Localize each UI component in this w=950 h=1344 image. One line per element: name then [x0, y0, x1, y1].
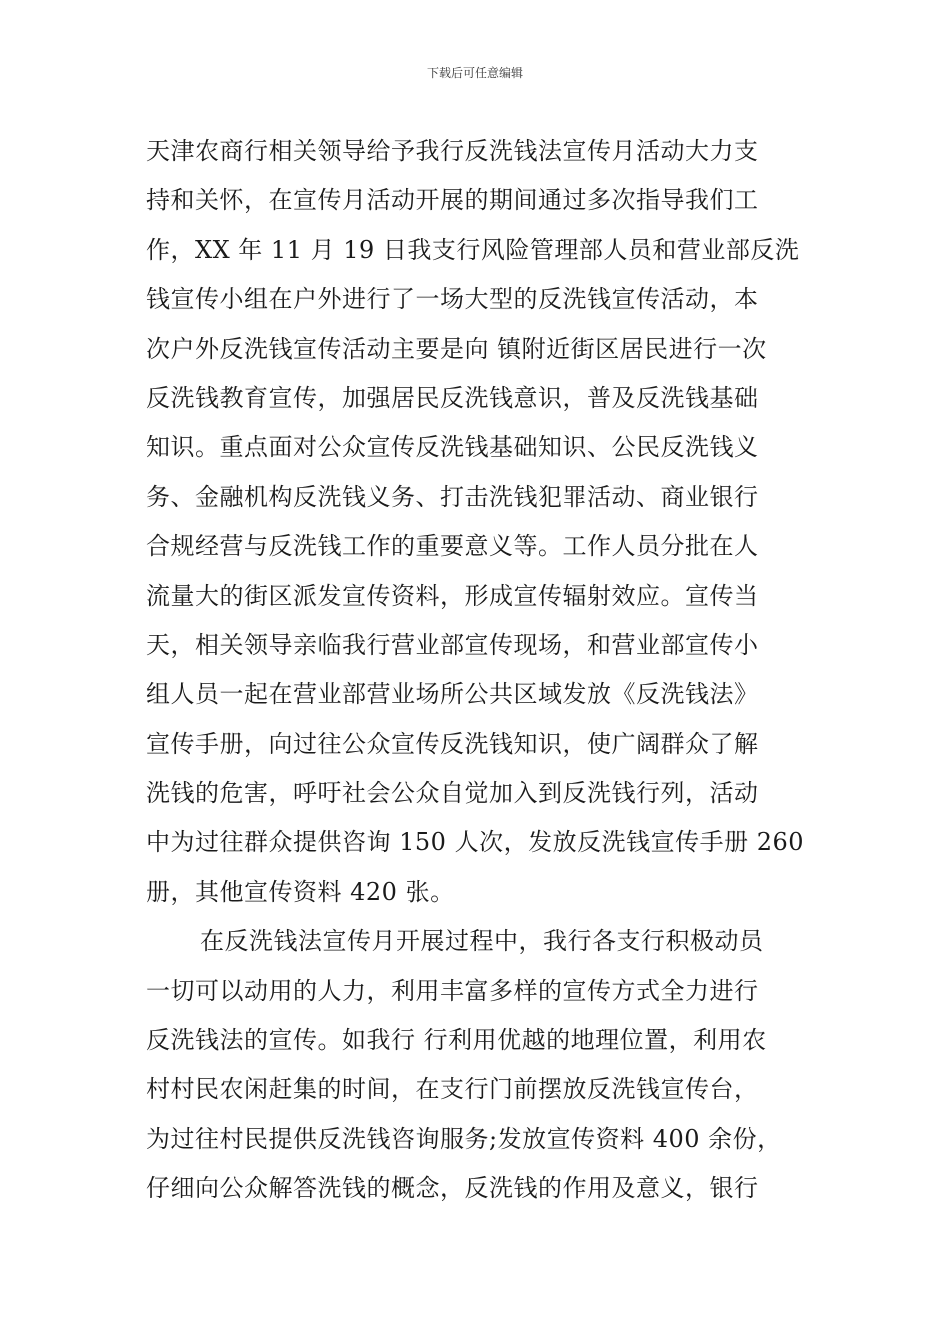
text-line: 天，相关领导亲临我行营业部宣传现场，和营业部宣传小	[146, 630, 759, 659]
paragraph-2	[146, 917, 808, 1213]
text-line: 组人员一起在营业部营业场所公共区域发放《反洗钱法》	[146, 680, 759, 709]
text-line: 中为过往群众提供咨询 150 人次，发放反洗钱宣传手册 260	[146, 828, 805, 857]
text-line: 次户外反洗钱宣传活动主要是向 镇附近街区居民进行一次	[146, 334, 767, 363]
text-line: 持和关怀，在宣传月活动开展的期间通过多次指导我们工	[146, 186, 759, 215]
text-line: 作，XX 年 11 月 19 日我支行风险管理部人员和营业部反洗	[146, 235, 800, 264]
text-line: 一切可以动用的人力，利用丰富多样的宣传方式全力进行	[146, 976, 759, 1005]
text-line: 册，其他宣传资料 420 张。	[146, 877, 455, 906]
text-line: 仔细向公众解答洗钱的概念，反洗钱的作用及意义，银行	[146, 1174, 759, 1203]
text-line: 知识。重点面对公众宣传反洗钱基础知识、公民反洗钱义	[146, 433, 759, 462]
text-line: 宣传手册，向过往公众宣传反洗钱知识，使广阔群众了解	[146, 729, 759, 758]
text-line: 反洗钱教育宣传，加强居民反洗钱意识，普及反洗钱基础	[146, 383, 759, 412]
text-line: 务、金融机构反洗钱义务、打击洗钱犯罪活动、商业银行	[146, 482, 759, 511]
text-line: 钱宣传小组在户外进行了一场大型的反洗钱宣传活动，本	[146, 285, 759, 314]
text-line: 村村民农闲赶集的时间，在支行门前摆放反洗钱宣传台，	[146, 1075, 759, 1104]
text-line: 为过往村民提供反洗钱咨询服务;发放宣传资料 400 余份，	[146, 1124, 782, 1153]
text-line: 在反洗钱法宣传月开展过程中，我行各支行积极动员	[200, 927, 764, 956]
paragraph-1	[146, 127, 808, 917]
text-line: 天津农商行相关领导给予我行反洗钱法宣传月活动大力支	[146, 137, 759, 165]
page-header-note: 下载后可任意编辑	[426, 66, 523, 80]
text-line: 合规经营与反洗钱工作的重要意义等。工作人员分批在人	[146, 532, 759, 561]
text-line: 反洗钱法的宣传。如我行 行利用优越的地理位置，利用农	[146, 1026, 767, 1055]
text-line: 流量大的街区派发宣传资料，形成宣传辐射效应。宣传当	[146, 581, 759, 610]
document-body	[146, 127, 808, 1214]
text-line: 洗钱的危害，呼吁社会公众自觉加入到反洗钱行列，活动	[146, 779, 759, 808]
